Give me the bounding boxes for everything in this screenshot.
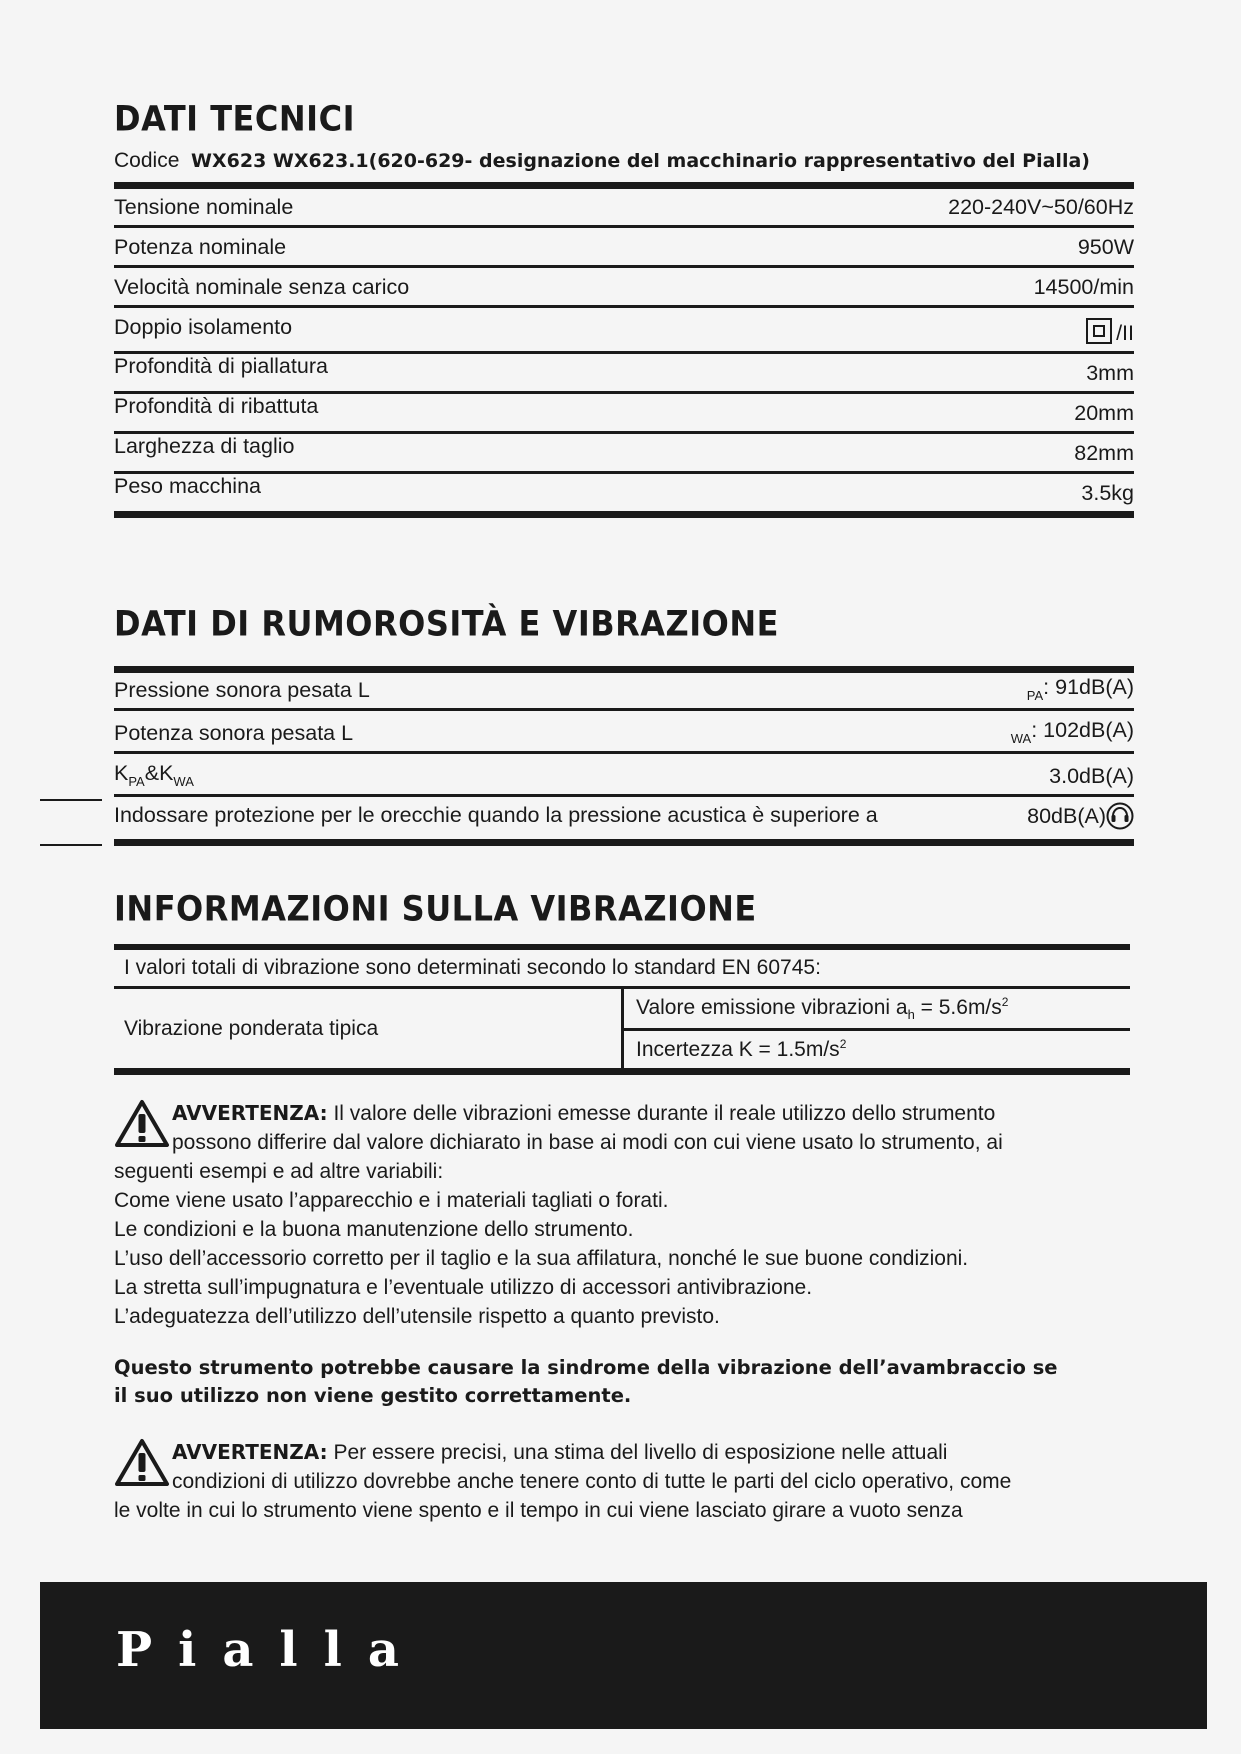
ear-protection-icon <box>1106 802 1134 830</box>
emission-value: Valore emissione vibrazioni $a_h = 5.6m/s^2$ <box>624 989 1130 1031</box>
table-row: Indossare protezione per le orecchie quando la pressione acustica è superiore a 80dB(A) <box>114 797 1134 839</box>
list-item: L’uso dell’accessorio corretto per il taglio e la sua affilatura, nonché le sue buone condizioni. <box>114 1247 969 1270</box>
footer-band <box>40 1582 1207 1729</box>
warning-triangle-icon <box>114 1438 170 1488</box>
tech-title: DATI TECNICI <box>114 97 355 139</box>
table-row: Velocità nominale senza carico 14500/min <box>114 268 1134 308</box>
table-row: Profondità di piallatura 3mm <box>114 354 1134 394</box>
vibration-table <box>114 944 1130 1075</box>
tech-section <box>114 97 1134 518</box>
footer-title: Pialla <box>116 1622 425 1678</box>
noise-title: DATI DI RUMOROSITÀ E VIBRAZIONE <box>114 602 779 644</box>
warning-block-1: AVVERTENZA: Il valore delle vibrazioni emesse durante il reale utilizzo dello strumento possono differire dal valore dichiarato in base ai modi con cui viene usato lo strumento, ai seguenti esempi e ad altre variabili: Come viene usato l’apparecchio e i materiali tagliati o forati. Le condizioni e la buona manutenzione dello strumento. L’uso dell’accessorio corretto per il taglio e la sua affilatura, nonché le sue buone condizioni. La stretta sull’impugnatura e l’eventuale utilizzo di accessori antivibrazione. L’adeguatezza dell’utilizzo dell’utensile rispetto a quanto previsto. <box>114 1099 1154 1331</box>
table-row: Pressione sonora pesata L $_{PA}$: 91dB(A) <box>114 673 1134 711</box>
margin-mark <box>40 799 102 801</box>
noise-section <box>114 602 1134 846</box>
model-code <box>114 148 1134 174</box>
margin-mark <box>40 844 102 846</box>
code-label: Codice <box>114 149 180 172</box>
k-factors: $K_{PA}\&K_{WA}$ <box>114 761 194 789</box>
vibration-note: Questo strumento potrebbe causare la sindrome della vibrazione dell’avambraccio se il suo utilizzo non viene gestito correttamente. <box>114 1356 1058 1407</box>
vibration-header: I valori totali di vibrazione sono determinati secondo lo standard EN 60745: <box>114 950 1130 989</box>
list-item: Le condizioni e la buona manutenzione dello strumento. <box>114 1218 634 1241</box>
list-item: L’adeguatezza dell’utilizzo dell’utensile rispetto a quanto previsto. <box>114 1305 720 1328</box>
warning-block-2: AVVERTENZA: Per essere precisi, una stima del livello di esposizione nelle attuali condizioni di utilizzo dovrebbe anche tenere conto di tutte le parti del ciclo operativo, come le volte in cui lo strumento viene spento e il tempo in cui viene lasciato girare a vuoto senza <box>114 1440 1012 1522</box>
table-top-rule <box>114 666 1134 673</box>
tech-table <box>114 189 1134 511</box>
table-row: Profondità di ribattuta 20mm <box>114 394 1134 434</box>
table-bottom-rule <box>114 511 1134 518</box>
table-row: Peso macchina 3.5kg <box>114 474 1134 505</box>
table-row: Larghezza di taglio 82mm <box>114 434 1134 474</box>
table-row: Potenza nominale 950W <box>114 228 1134 268</box>
table-bottom-rule <box>114 839 1134 846</box>
vibration-section <box>114 887 1130 1075</box>
table-row: Doppio isolamento /II <box>114 308 1134 354</box>
table-row: $K_{PA}\&K_{WA}$ 3.0dB(A) <box>114 754 1134 797</box>
vibration-left-label: Vibrazione ponderata tipica <box>114 989 624 1068</box>
warning-triangle-icon <box>114 1099 170 1149</box>
vibration-title: INFORMAZIONI SULLA VIBRAZIONE <box>114 887 757 929</box>
uncertainty-value: Incertezza $K = 1.5m/s^2$ <box>636 1037 847 1062</box>
list-item: Come viene usato l’apparecchio e i materiali tagliati o forati. <box>114 1189 669 1212</box>
table-row: Potenza sonora pesata L $_{WA}$: 102dB(A) <box>114 711 1134 754</box>
double-insulation-icon <box>1086 318 1112 344</box>
code-value: WX623 WX623.1(620-629- designazione del macchinario rappresentativo del Pialla) <box>191 150 1090 172</box>
table-top-rule <box>114 182 1134 189</box>
list-item: La stretta sull’impugnatura e l’eventuale utilizzo di accessori antivibrazione. <box>114 1276 813 1299</box>
table-row: Tensione nominale 220-240V~50/60Hz <box>114 189 1134 228</box>
